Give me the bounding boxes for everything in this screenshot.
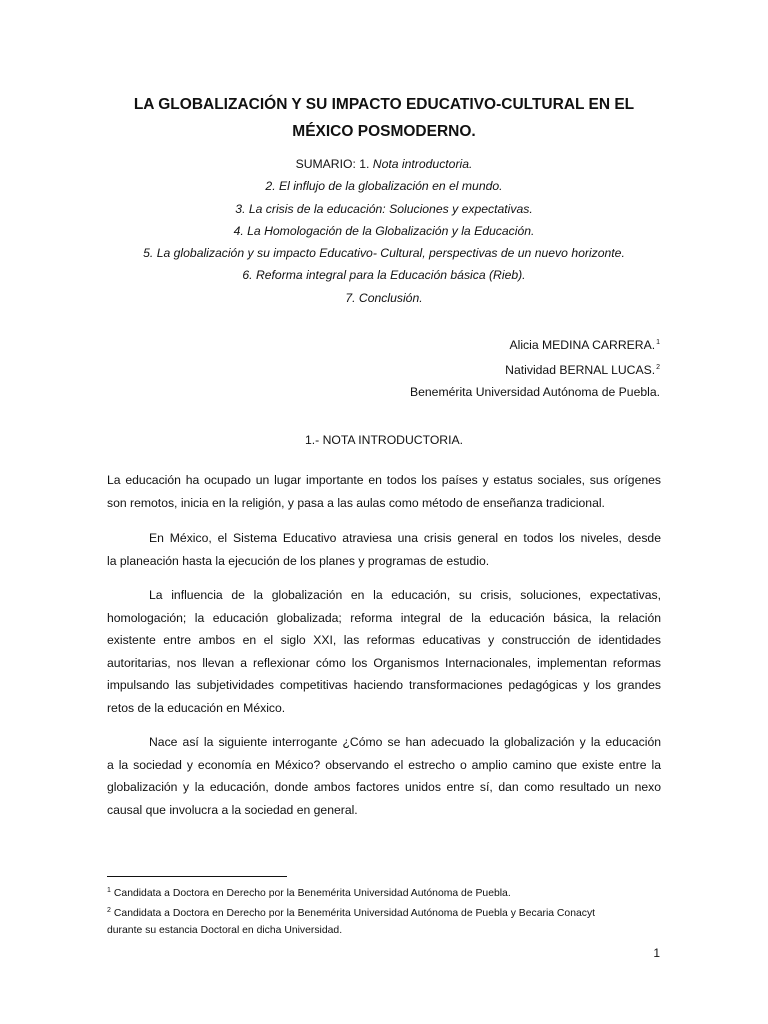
summary: [40, 153, 728, 309]
paragraph-line: retos de la educación en México.: [107, 700, 286, 715]
title-line-2: MÉXICO POSMODERNO.: [292, 123, 476, 140]
paragraph-line: La educación ha ocupado un lugar importante en todos los países y estatus sociales, sus orígenes: [107, 473, 661, 487]
footnote-ref-1[interactable]: 1: [656, 339, 660, 346]
footnotes: [107, 882, 667, 939]
summary-item-1: SUMARIO: 1. Nota introductoria.: [295, 157, 473, 171]
summary-item-7: 7. Conclusión.: [345, 290, 423, 305]
paragraph-line: impulsando las subjetividades competitivas haciendo transformaciones pedagógicas y los grandes: [107, 678, 661, 693]
paragraph-line: son remotos, inicia en la religión, y pasa a las aulas como método de enseñanza tradicional.: [107, 495, 605, 510]
paragraph-line: existente entre ambos en el siglo XXI, las reformas educativas y construcción de identidades: [107, 633, 661, 648]
summary-item-5: 5. La globalización y su impacto Educativo- Cultural, perspectivas de un nuevo horizonte.: [143, 246, 625, 261]
paragraph-line: Nace así la siguiente interrogante ¿Cómo se han adecuado la globalización y la educación: [149, 735, 661, 749]
paragraph-line: En México, el Sistema Educativo atraviesa una crisis general en todos los niveles, desde: [149, 531, 661, 545]
paragraph-line: autoritarias, nos llevan a reflexionar cómo los Organismos Internacionales, implementan reformas: [107, 655, 661, 670]
title-line-1: LA GLOBALIZACIÓN Y SU IMPACTO EDUCATIVO-CULTURAL EN EL: [133, 96, 635, 113]
author-2: Natividad BERNAL LUCAS.$^2$: [505, 362, 660, 377]
summary-item-4: 4. La Homologación de la Globalización y la Educación.: [233, 223, 535, 238]
author-block: [410, 332, 660, 404]
author-1: Alicia MEDINA CARRERA.$^1$: [509, 338, 660, 352]
footnote-2-continued: durante su estancia Doctoral en dicha Universidad.: [107, 925, 343, 936]
summary-item-2: 2. El influjo de la globalización en el mundo.: [265, 179, 503, 194]
paragraph-2: [107, 527, 661, 572]
paragraph-1: [107, 469, 661, 514]
paragraph-line: a la sociedad y economía en México? observando el estrecho o amplio camino que existe entre la: [107, 757, 661, 772]
footnote-1: $^1$ Candidata a Doctora en Derecho por la Benemérita Universidad Autónoma de Puebla.: [107, 887, 511, 899]
paragraph-line: causal que involucra a la sociedad en general.: [107, 802, 358, 817]
paragraph-3: [107, 584, 661, 720]
author-affiliation: Benemérita Universidad Autónoma de Puebla.: [410, 385, 660, 399]
document-title: [60, 91, 708, 145]
footnote-2: $^2$ Candidata a Doctora en Derecho por la Benemérita Universidad Autónoma de Puebla y Becaria Conacyt: [107, 907, 596, 919]
paragraph-line: globalización y la educación, donde ambos factores unidos entre sí, dan como resultado un nexo: [107, 780, 661, 795]
footnote-divider: [107, 876, 287, 877]
footnote-ref-2[interactable]: 2: [656, 363, 660, 371]
summary-item-3: 3. La crisis de la educación: Soluciones y expectativas.: [235, 201, 533, 216]
paragraph-4: [107, 731, 661, 821]
summary-item-6: 6. Reforma integral para la Educación básica (Rieb).: [242, 268, 526, 283]
paragraph-line: La influencia de la globalización en la educación, su crisis, soluciones, expectativas,: [149, 588, 661, 602]
paragraph-line: homologación; la educación globalizada; reforma integral de la educación básica, la relación: [107, 610, 661, 625]
paragraph-line: la planeación hasta la ejecución de los planes y programas de estudio.: [107, 553, 490, 568]
page-number: 1: [653, 946, 660, 960]
section-heading: 1.- NOTA INTRODUCTORIA.: [305, 433, 463, 447]
